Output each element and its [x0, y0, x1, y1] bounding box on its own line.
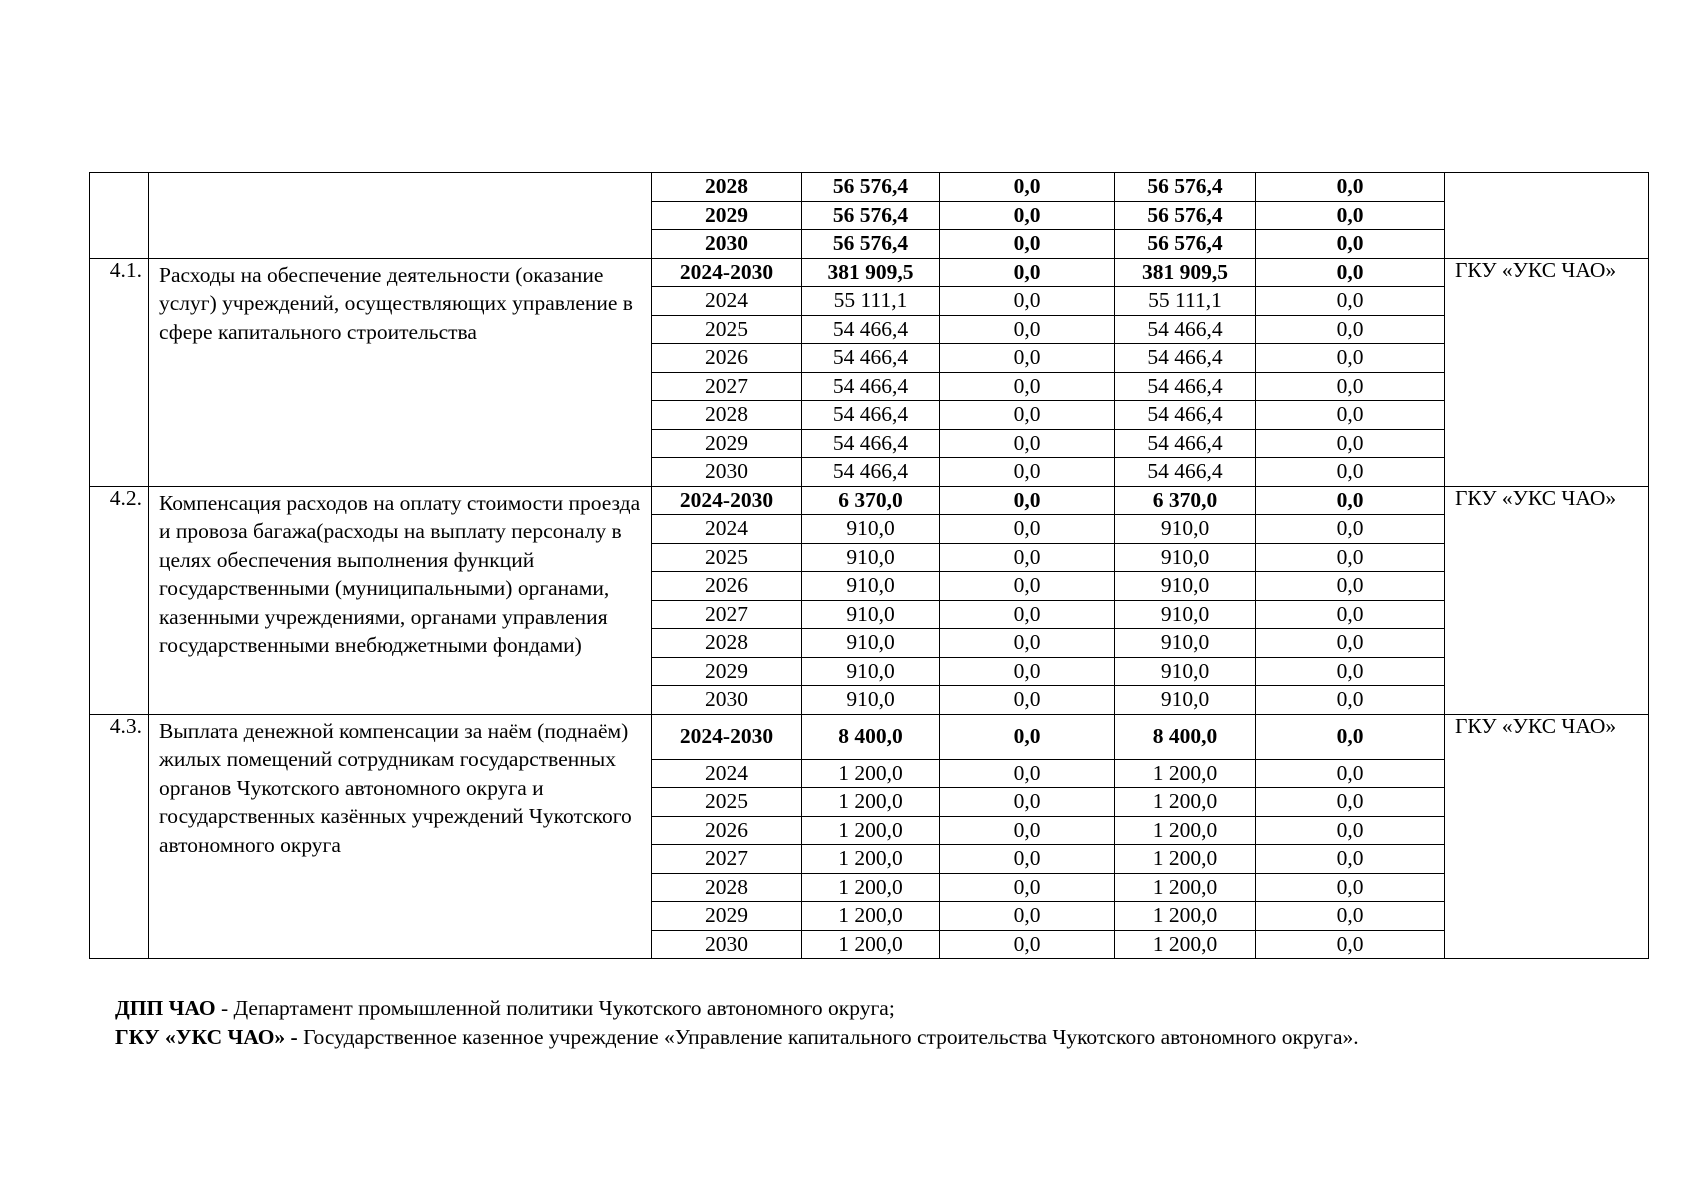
budget-table-page	[89, 172, 1649, 959]
total-cell: 56 576,4	[802, 201, 940, 230]
value-cell: 54 466,4	[1115, 315, 1256, 344]
value-cell: 0,0	[940, 315, 1115, 344]
value-cell: 0,0	[1256, 173, 1445, 202]
value-cell: 54 466,4	[1115, 372, 1256, 401]
total-cell: 910,0	[802, 629, 940, 658]
value-cell: 0,0	[940, 902, 1115, 931]
year-cell: 2024-2030	[652, 714, 802, 759]
value-cell: 0,0	[1256, 788, 1445, 817]
value-cell: 56 576,4	[1115, 201, 1256, 230]
value-cell: 0,0	[940, 788, 1115, 817]
row-number-cell: 4.3.	[90, 714, 149, 959]
year-cell: 2024-2030	[652, 486, 802, 515]
year-cell: 2026	[652, 816, 802, 845]
total-cell: 8 400,0	[802, 714, 940, 759]
value-cell: 910,0	[1115, 629, 1256, 658]
value-cell: 0,0	[940, 930, 1115, 959]
year-cell: 2028	[652, 873, 802, 902]
value-cell: 0,0	[1256, 344, 1445, 373]
value-cell: 0,0	[1256, 458, 1445, 487]
total-cell: 6 370,0	[802, 486, 940, 515]
year-cell: 2030	[652, 686, 802, 715]
total-cell: 54 466,4	[802, 344, 940, 373]
value-cell: 0,0	[940, 173, 1115, 202]
description-cell: Компенсация расходов на оплату стоимости проезда и провоза багажа(расходы на выплату персоналу в целях обеспечения выполнения функций государственными (муниципальными) органами, казенными учреждениями, органами управления государственными внебюджетными фондами)	[149, 486, 652, 714]
year-cell: 2024	[652, 515, 802, 544]
footnote-term: ГКУ «УКС ЧАО» -	[115, 1025, 298, 1049]
value-cell: 1 200,0	[1115, 902, 1256, 931]
value-cell: 0,0	[940, 686, 1115, 715]
value-cell: 0,0	[940, 344, 1115, 373]
value-cell: 54 466,4	[1115, 429, 1256, 458]
row-number-cell	[90, 173, 149, 259]
footnote-dpp	[115, 994, 1359, 1023]
total-cell: 381 909,5	[802, 258, 940, 287]
year-cell: 2027	[652, 845, 802, 874]
year-cell: 2030	[652, 930, 802, 959]
value-cell: 8 400,0	[1115, 714, 1256, 759]
total-cell: 54 466,4	[802, 315, 940, 344]
value-cell: 0,0	[940, 287, 1115, 316]
year-cell: 2029	[652, 902, 802, 931]
value-cell: 910,0	[1115, 600, 1256, 629]
value-cell: 0,0	[940, 759, 1115, 788]
value-cell: 6 370,0	[1115, 486, 1256, 515]
value-cell: 910,0	[1115, 572, 1256, 601]
year-cell: 2028	[652, 401, 802, 430]
year-cell: 2026	[652, 572, 802, 601]
value-cell: 0,0	[940, 543, 1115, 572]
total-cell: 910,0	[802, 515, 940, 544]
value-cell: 0,0	[1256, 873, 1445, 902]
total-cell: 1 200,0	[802, 902, 940, 931]
year-cell: 2028	[652, 629, 802, 658]
year-cell: 2026	[652, 344, 802, 373]
year-cell: 2024	[652, 287, 802, 316]
value-cell: 0,0	[1256, 258, 1445, 287]
value-cell: 0,0	[1256, 486, 1445, 515]
value-cell: 0,0	[1256, 401, 1445, 430]
value-cell: 0,0	[940, 600, 1115, 629]
year-cell: 2024	[652, 759, 802, 788]
table-row	[90, 258, 1649, 287]
year-cell: 2024-2030	[652, 258, 802, 287]
year-cell: 2027	[652, 372, 802, 401]
total-cell: 1 200,0	[802, 873, 940, 902]
total-cell: 56 576,4	[802, 173, 940, 202]
total-cell: 1 200,0	[802, 845, 940, 874]
sections-block	[90, 258, 1649, 959]
year-cell: 2029	[652, 657, 802, 686]
value-cell: 0,0	[940, 657, 1115, 686]
value-cell: 0,0	[940, 372, 1115, 401]
value-cell: 0,0	[940, 845, 1115, 874]
value-cell: 0,0	[940, 714, 1115, 759]
footnote-uks	[115, 1023, 1359, 1052]
executor-cell: ГКУ «УКС ЧАО»	[1445, 714, 1649, 959]
executor-cell: ГКУ «УКС ЧАО»	[1445, 258, 1649, 486]
value-cell: 1 200,0	[1115, 788, 1256, 817]
row-number-cell: 4.2.	[90, 486, 149, 714]
value-cell: 0,0	[940, 816, 1115, 845]
year-cell: 2025	[652, 543, 802, 572]
value-cell: 0,0	[940, 515, 1115, 544]
footnote-term: ДПП ЧАО	[115, 996, 216, 1020]
value-cell: 55 111,1	[1115, 287, 1256, 316]
value-cell: 56 576,4	[1115, 230, 1256, 259]
value-cell: 54 466,4	[1115, 401, 1256, 430]
value-cell: 0,0	[1256, 287, 1445, 316]
year-cell: 2030	[652, 458, 802, 487]
value-cell: 1 200,0	[1115, 759, 1256, 788]
value-cell: 0,0	[1256, 429, 1445, 458]
year-cell: 2030	[652, 230, 802, 259]
executor-cell	[1445, 173, 1649, 259]
value-cell: 910,0	[1115, 686, 1256, 715]
total-cell: 910,0	[802, 686, 940, 715]
continuation-block	[90, 173, 1649, 259]
value-cell: 0,0	[1256, 372, 1445, 401]
total-cell: 1 200,0	[802, 816, 940, 845]
value-cell: 0,0	[1256, 230, 1445, 259]
year-cell: 2025	[652, 315, 802, 344]
value-cell: 0,0	[1256, 201, 1445, 230]
value-cell: 0,0	[1256, 600, 1445, 629]
value-cell: 0,0	[940, 230, 1115, 259]
value-cell: 910,0	[1115, 543, 1256, 572]
total-cell: 56 576,4	[802, 230, 940, 259]
description-cell: Расходы на обеспечение деятельности (оказание услуг) учреждений, осуществляющих управление в сфере капитального строительства	[149, 258, 652, 486]
budget-table	[89, 172, 1649, 959]
value-cell: 0,0	[940, 873, 1115, 902]
value-cell: 0,0	[1256, 930, 1445, 959]
value-cell: 1 200,0	[1115, 930, 1256, 959]
value-cell: 0,0	[940, 486, 1115, 515]
year-cell: 2028	[652, 173, 802, 202]
value-cell: 1 200,0	[1115, 845, 1256, 874]
value-cell: 0,0	[1256, 714, 1445, 759]
value-cell: 0,0	[1256, 515, 1445, 544]
total-cell: 54 466,4	[802, 401, 940, 430]
value-cell: 1 200,0	[1115, 873, 1256, 902]
value-cell: 0,0	[1256, 686, 1445, 715]
value-cell: 0,0	[940, 458, 1115, 487]
value-cell: 54 466,4	[1115, 458, 1256, 487]
value-cell: 0,0	[940, 258, 1115, 287]
executor-cell: ГКУ «УКС ЧАО»	[1445, 486, 1649, 714]
footnotes	[115, 994, 1359, 1052]
total-cell: 1 200,0	[802, 930, 940, 959]
value-cell: 0,0	[1256, 759, 1445, 788]
value-cell: 0,0	[940, 429, 1115, 458]
description-cell: Выплата денежной компенсации за наём (поднаём) жилых помещений сотрудникам государственных органов Чукотского автономного округа и государственных казённых учреждений Чукотского автономного округа	[149, 714, 652, 959]
table-row	[90, 714, 1649, 759]
value-cell: 0,0	[1256, 572, 1445, 601]
description-cell	[149, 173, 652, 259]
total-cell: 1 200,0	[802, 788, 940, 817]
total-cell: 910,0	[802, 600, 940, 629]
value-cell: 0,0	[1256, 845, 1445, 874]
table-row	[90, 486, 1649, 515]
value-cell: 0,0	[1256, 816, 1445, 845]
total-cell: 54 466,4	[802, 372, 940, 401]
value-cell: 0,0	[940, 629, 1115, 658]
value-cell: 54 466,4	[1115, 344, 1256, 373]
footnote-text: - Департамент промышленной политики Чукотского автономного округа;	[215, 996, 895, 1020]
value-cell: 0,0	[1256, 315, 1445, 344]
value-cell: 910,0	[1115, 657, 1256, 686]
total-cell: 55 111,1	[802, 287, 940, 316]
row-number-cell: 4.1.	[90, 258, 149, 486]
total-cell: 54 466,4	[802, 429, 940, 458]
table-row	[90, 173, 1649, 202]
total-cell: 910,0	[802, 543, 940, 572]
year-cell: 2029	[652, 201, 802, 230]
year-cell: 2029	[652, 429, 802, 458]
value-cell: 0,0	[1256, 629, 1445, 658]
total-cell: 54 466,4	[802, 458, 940, 487]
value-cell: 381 909,5	[1115, 258, 1256, 287]
year-cell: 2025	[652, 788, 802, 817]
value-cell: 56 576,4	[1115, 173, 1256, 202]
total-cell: 910,0	[802, 572, 940, 601]
value-cell: 1 200,0	[1115, 816, 1256, 845]
value-cell: 0,0	[940, 401, 1115, 430]
total-cell: 1 200,0	[802, 759, 940, 788]
value-cell: 0,0	[940, 572, 1115, 601]
value-cell: 0,0	[1256, 543, 1445, 572]
year-cell: 2027	[652, 600, 802, 629]
total-cell: 910,0	[802, 657, 940, 686]
value-cell: 0,0	[1256, 902, 1445, 931]
value-cell: 0,0	[940, 201, 1115, 230]
value-cell: 910,0	[1115, 515, 1256, 544]
footnote-text: Государственное казенное учреждение «Управление капитального строительства Чукотского автономного округа».	[297, 1025, 1359, 1049]
value-cell: 0,0	[1256, 657, 1445, 686]
